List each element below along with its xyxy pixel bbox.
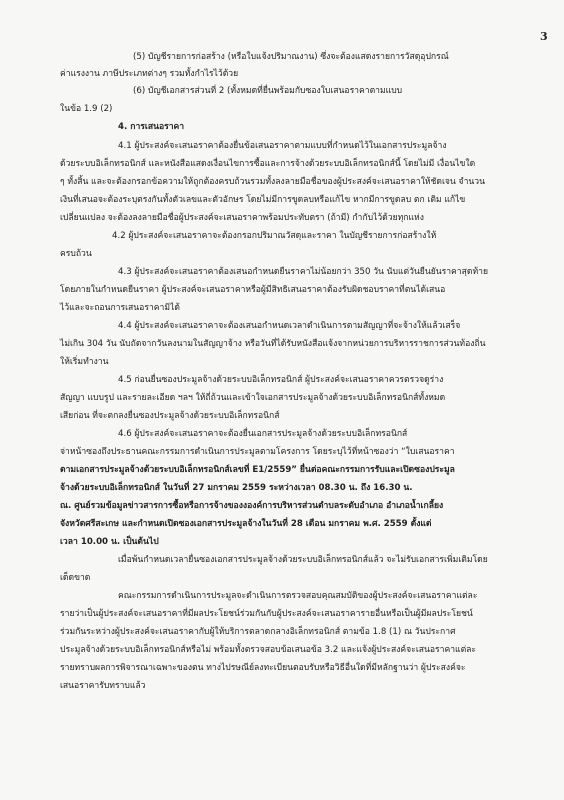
text-line: ในข้อ 1.9 (2) <box>60 104 113 114</box>
text-line: ด้วยระบบอิเล็กทรอนิกส์ และหนังสือแสดงเงื่อนไขการซื้อและการจ้างด้วยระบบอิเล็กทรอนิกส์นี้ โดยไม่มี เงื่อนไขใด <box>60 159 476 169</box>
text-line: เมื่อพ้นกำหนดเวลายื่นซองเอกสารประมูลจ้างด้วยระบบอิเล็กทรอนิกส์แล้ว จะไม่รับเอกสารเพิ่มเติมโดย <box>118 555 488 565</box>
text-line-bold: เวลา 10.00 น. เป็นต้นไป <box>60 537 159 547</box>
text-line: 4.5 ก่อนยื่นซองประมูลจ้างด้วยระบบอิเล็กทรอนิกส์ ผู้ประสงค์จะเสนอราคาควรตรวจดูร่าง <box>118 375 444 385</box>
text-line: ไม่เกิน 304 วัน นับถัดจากวันลงนามในสัญญาจ้าง หรือวันที่ได้รับหนังสือแจ้งจากหน่วยการบริหารราชการส่วนท้องถิ่น <box>60 339 486 349</box>
text-line: สัญญา แบบรูป และรายละเอียด ฯลฯ ให้ถี่ถ้วนและเข้าใจเอกสารประมูลจ้างด้วยระบบอิเล็กทรอนิกส์ทั้งหมด <box>60 393 446 403</box>
text-line: รายว่าเป็นผู้ประสงค์จะเสนอราคาที่มีผลประโยชน์ร่วมกันกับผู้ประสงค์จะเสนอราคารายอื่นหรือเป็นผู้มีผลประโยชน์ <box>60 609 473 619</box>
text-line-bold: จ้างด้วยระบบอิเล็กทรอนิกส์ ในวันที่ 27 มกราคม 2559 ระหว่างเวลา 08.30 น. ถึง 16.30 น. <box>60 483 413 493</box>
text-line: เปลี่ยนแปลง จะต้องลงลายมือชื่อผู้ประสงค์จะเสนอราคาพร้อมประทับตรา (ถ้ามี) กำกับไว้ด้วยทุกแห่ง <box>60 213 424 223</box>
text-line: โดยภายในกำหนดยืนราคา ผู้ประสงค์จะเสนอราคาหรือผู้มีสิทธิเสนอราคาต้องรับผิดชอบราคาที่ตนได้เสนอ <box>60 285 446 295</box>
text-line: เด็ดขาด <box>60 573 91 583</box>
text-line: ร่วมกันระหว่างผู้ประสงค์จะเสนอราคากับผู้ให้บริการตลาดกลางอิเล็กทรอนิกส์ ตามข้อ 1.8 (1) ณ วันประกาศ <box>60 627 456 637</box>
text-line: ไว้และจะถอนการเสนอราคามิได้ <box>60 303 180 313</box>
section-heading: 4. การเสนอราคา <box>118 122 185 132</box>
text-line: เสนอราคารับทราบแล้ว <box>60 681 146 691</box>
text-line: เสียก่อน ที่จะตกลงยื่นซองประมูลจ้างด้วยระบบอิเล็กทรอนิกส์ <box>60 411 280 421</box>
text-line: (6) บัญชีเอกสารส่วนที่ 2 (ทั้งหมดที่ยื่นพร้อมกับซองใบเสนอราคาตามแบบ <box>133 86 403 96</box>
text-line-bold: ณ. ศูนย์รวมข้อมูลข่าวสารการซื้อหรือการจ้างของงองค์การบริหารส่วนตำบลระดับอำเภอ อำเภอน้ำเกลี้ยง <box>60 501 444 511</box>
text-line: ครบถ้วน <box>60 249 92 259</box>
text-line: (5) บัญชีรายการก่อสร้าง (หรือใบแจ้งปริมาณงาน) ซึ่งจะต้องแสดงรายการวัสดุอุปกรณ์ <box>133 52 449 62</box>
text-line: 4.3 ผู้ประสงค์จะเสนอราคาต้องเสนอกำหนดยืนราคาไม่น้อยกว่า 350 วัน นับแต่วันยืนยันราคาสุดท้าย <box>118 267 488 277</box>
text-line: 4.2 ผู้ประสงค์จะเสนอราคาจะต้องกรอกปริมาณวัสดุและราคา ในบัญชีรายการก่อสร้างให้ <box>112 231 437 241</box>
text-line: 4.1 ผู้ประสงค์จะเสนอราคาต้องยื่นข้อเสนอราคาตามแบบที่กำหนดไว้ในเอกสารประมูลจ้าง <box>118 141 447 151</box>
text-line: รายทราบผลการพิจารณาเฉพาะของตน ทางไปรษณีย์ลงทะเบียนตอบรับหรือวิธีอื่นใดที่มีหลักฐานว่า ผู้ประสงค์จะ <box>60 663 466 673</box>
text-line: 4.4 ผู้ประสงค์จะเสนอราคาจะต้องเสนอกำหนดเวลาดำเนินการตามสัญญาที่จะจ้างให้แล้วเสร็จ <box>118 321 461 331</box>
text-line-bold: ตามเอกสารประมูลจ้างด้วยระบบอิเล็กทรอนิกส์เลขที่ E1/2559” ยื่นต่อคณะกรรมการรับและเปิดซองประมูล <box>60 465 455 475</box>
text-line: ค่าแรงงาน ภาษีประเภทต่างๆ รวมทั้งกำไรไว้ด้วย <box>60 69 239 79</box>
text-line: 4.6 ผู้ประสงค์จะเสนอราคาจะต้องยื่นเอกสารประมูลจ้างด้วยระบบอิเล็กทรอนิกส์ <box>118 429 408 439</box>
text-line-bold: จังหวัดศรีสะเกษ และกำหนดเปิดซองเอกสารประมูลจ้างในวันที่ 28 เดือน มกราคม พ.ศ. 2559 ตั้งแต่ <box>60 519 432 529</box>
text-line: ประมูลจ้างด้วยระบบอิเล็กทรอนิกส์หรือไม่ พร้อมทั้งตรวจสอบข้อเสนอข้อ 3.2 และแจ้งผู้ประสงค์จะเสนอราคาแต่ละ <box>60 645 477 655</box>
text-line: จ่าหน้าซองถึงประธานคณะกรรมการดำเนินการประมูลตามโครงการ โดยระบุไว้ที่หน้าซองว่า “ใบเสนอราคา <box>60 447 455 457</box>
text-line: ๆ ทั้งสิ้น และจะต้องกรอกข้อความให้ถูกต้องครบถ้วนรวมทั้งลงลายมือชื่อของผู้ประสงค์จะเสนอราคาให้ชัดเจน จำนวน <box>60 177 485 187</box>
text-line: คณะกรรมการดำเนินการประมูลจะดำเนินการตรวจสอบคุณสมบัติของผู้ประสงค์จะเสนอราคาแต่ละ <box>118 591 478 601</box>
text-line: เงินที่เสนอจะต้องระบุตรงกันทั้งตัวเลขและตัวอักษร โดยไม่มีการขูดลบหรือแก้ไข หากมีการขูดลบ ตก เติม แก้ไข <box>60 195 466 205</box>
page-number: 3 <box>540 30 548 43</box>
text-line: ให้เริ่มทำงาน <box>60 357 109 367</box>
